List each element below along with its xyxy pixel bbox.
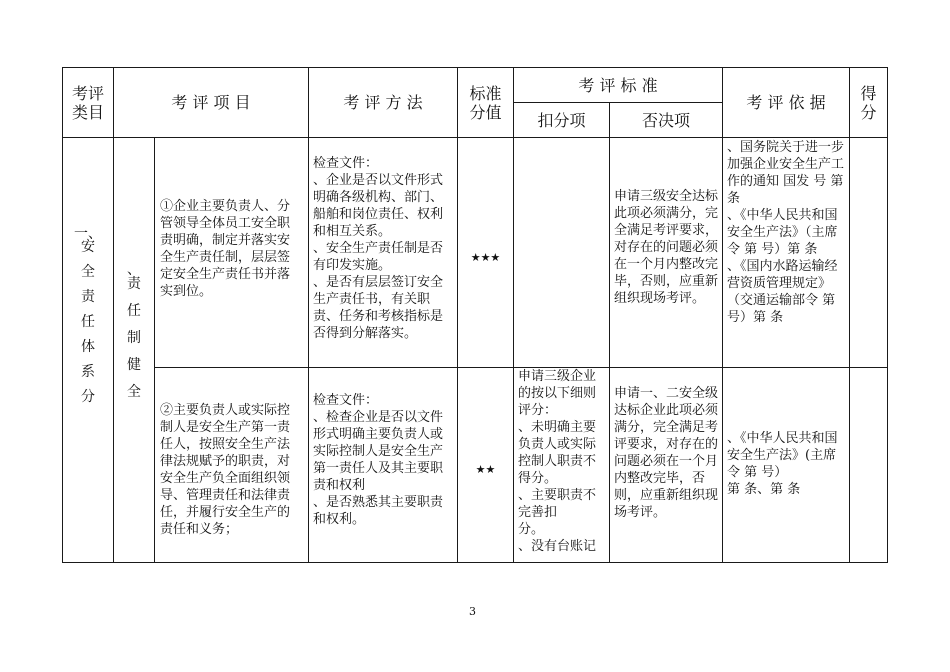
col-divider-subcategory — [154, 137, 155, 563]
col-divider-deduct — [609, 102, 610, 563]
header-deduct: 扣分项 — [537, 110, 586, 130]
row1-basis: 、国务院关于进一步加强企业安全生产工作的通知 国发 号 第 条 、《中华人民共和国安全生产法》（主席令 第 号）第 条 、《国内水路运输经营资质管理规定》（交通运输部令 第 号）第 条 — [727, 140, 845, 325]
table-right-border — [887, 67, 888, 563]
header-bottom-border — [62, 137, 888, 138]
header-standard: 考 评 标 准 — [578, 75, 658, 95]
row2-basis: 、《中华人民共和国安全生产法》(主席令 第 号） 第 条、第 条 — [727, 431, 838, 497]
subcategory-label: 、 责 任 制 健 全 — [127, 262, 141, 400]
row1-method: 检查文件： 、企业是否以文件形式明确各级机构、部门、船舶和岗位责任、权利和相互关系。 、安全生产责任制是否有印发实施。 、是否有层层签订安全生产责任书，有关职责、任务和考核指标是否得到分解落实。 — [313, 156, 444, 341]
header-got: 得 分 — [860, 83, 877, 122]
col-divider-category — [113, 67, 114, 563]
col-divider-item — [308, 67, 309, 563]
table-bottom-border — [62, 562, 888, 563]
row2-item: ②主要负责人或实际控制人是安全生产第一责任人，按照安全生产法律法规赋予的职责，对安全生产负全面组织领导、管理责任和法律责任，并履行安全生产的责任和义务； — [160, 403, 291, 537]
row1-veto: 申请三级安全达标此项必须满分，完全满足考评要求，对存在的问题必须在一个月内整改完毕，否则，应重新组织现场考评。 — [614, 189, 719, 306]
header-method: 考 评 方 法 — [343, 93, 423, 112]
row2-veto: 申请一、二安全级达标企业此项必须满分，完全满足考评要求，对存在的问题必须在一个月内整改完毕，否则，应重新组织现场考评。 — [614, 386, 719, 520]
col-divider-basis — [849, 67, 850, 563]
row1-score: ★★★ — [470, 251, 501, 264]
header-basis: 考 评 依 据 — [746, 93, 826, 112]
header-score: 标准 分值 — [469, 83, 502, 122]
col-divider-method — [457, 67, 458, 563]
col-divider-score — [513, 67, 514, 563]
category-label: 一、 安 全 责 任 体 系 分 — [74, 226, 102, 405]
row1-item: ①企业主要负责人、分管领导全体员工安全职责明确，制定并落实安全生产责任制，层层签定安全生产责任书并落实到位。 — [160, 199, 291, 299]
header-category: 考评 类目 — [71, 83, 104, 122]
header-item: 考 评 项 目 — [171, 93, 251, 112]
col-divider-veto — [722, 67, 723, 563]
row2-method: 检查文件： 、检查企业是否以文件形式明确主要负责人或实际控制人是安全生产第一责任人及其主要职责和权利 、是否熟悉其主要职责和权利。 — [313, 393, 444, 527]
row2-deduct: 申请三级企业的按以下细则评分： 、未明确主要负责人或实际控制人职责不得分。 、主要职责不完善扣 分。 、没有台账记 — [518, 369, 597, 554]
page-number: 3 — [469, 605, 476, 618]
header-veto: 否决项 — [641, 110, 690, 130]
table-left-border — [62, 67, 63, 563]
row2-score: ★★ — [475, 463, 496, 476]
